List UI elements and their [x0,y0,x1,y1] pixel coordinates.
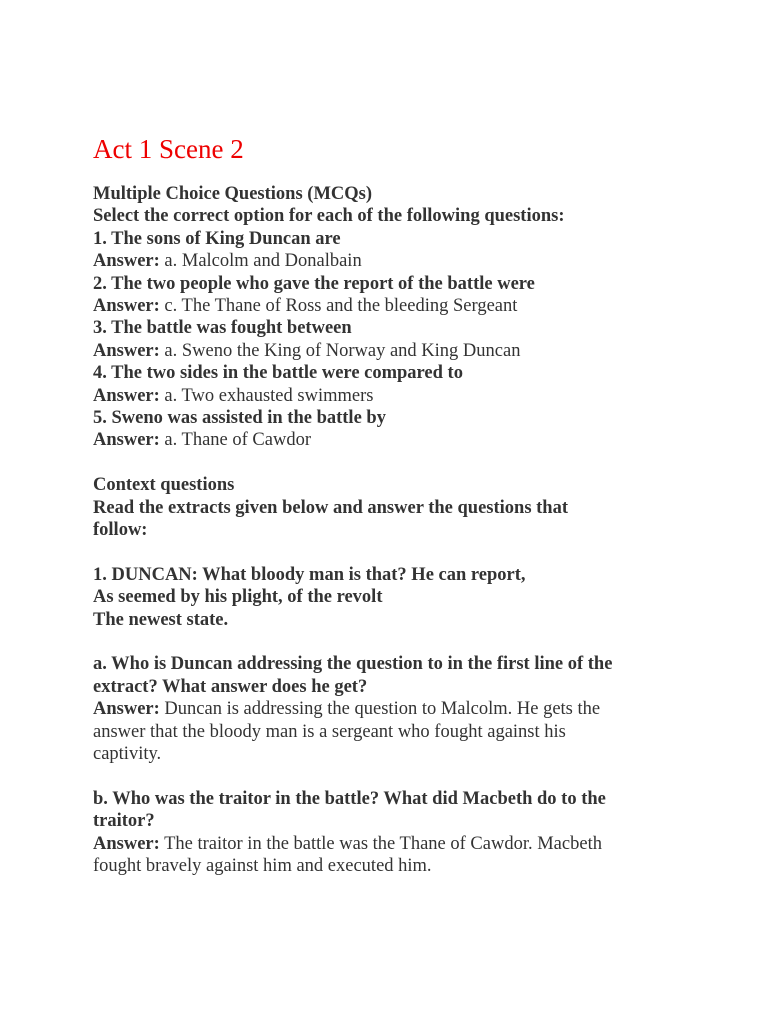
answer-label: Answer: [93,296,160,317]
spacer [93,541,693,563]
mcq-answer [93,295,693,317]
context-answer: captivity. [93,744,162,765]
extract-line: The newest state. [93,609,229,630]
page-title: Act 1 Scene 2 [93,134,244,164]
answer-label: Answer: [93,699,160,720]
mcq-section [93,183,693,452]
mcq-answer [93,250,693,272]
context-heading: Context questions [93,475,235,496]
spacer [93,631,693,653]
answer-text: a. Thane of Cawdor [164,430,312,451]
answer-text: c. The Thane of Ross and the bleeding Sergeant [164,296,518,317]
context-question: b. Who was the traitor in the battle? What did Macbeth do to the [93,788,606,809]
answer-text: a. Malcolm and Donalbain [164,251,362,272]
context-section [93,474,693,877]
extract-block [93,564,693,631]
mcq-question: 5. Sweno was assisted in the battle by [93,408,386,429]
context-qa [93,788,693,878]
mcq-question: 2. The two people who gave the report of the battle were [93,273,535,294]
answer-text: Duncan is addressing the question to Malcolm. He gets the [159,699,601,720]
answer-label: Answer: [93,430,160,451]
context-answer: answer that the bloody man is a sergeant who fought against his [93,721,566,742]
mcq-instruction: Select the correct option for each of the following questions: [93,206,565,227]
mcq-heading: Multiple Choice Questions (MCQs) [93,184,373,204]
document-page [93,131,693,878]
answer-label: Answer: [93,833,160,854]
extract-line: As seemed by his plight, of the revolt [93,587,383,608]
answer-label: Answer: [93,385,160,406]
mcq-question: 1. The sons of King Duncan are [93,228,341,249]
context-answer [93,833,693,855]
context-question: extract? What answer does he get? [93,676,368,697]
context-answer [93,698,693,720]
spacer [93,452,693,474]
mcq-answer [93,385,693,407]
spacer [93,766,693,788]
context-qa [93,653,693,765]
answer-text: The traitor in the battle was the Thane of Cawdor. Macbeth [159,833,602,854]
answer-text: a. Two exhausted swimmers [164,385,374,406]
context-answer: fought bravely against him and executed him. [93,856,432,877]
context-question: a. Who is Duncan addressing the question to in the first line of the [93,654,613,675]
mcq-question: 4. The two sides in the battle were compared to [93,363,463,384]
answer-label: Answer: [93,340,160,361]
answer-label: Answer: [93,251,160,272]
context-instruction: follow: [93,520,148,541]
mcq-answer [93,340,693,362]
answer-text: a. Sweno the King of Norway and King Duncan [164,340,521,361]
mcq-answer [93,429,693,451]
context-instruction: Read the extracts given below and answer the questions that [93,497,569,518]
mcq-question: 3. The battle was fought between [93,318,352,339]
context-question: traitor? [93,811,155,832]
extract-line: 1. DUNCAN: What bloody man is that? He can report, [93,564,526,585]
